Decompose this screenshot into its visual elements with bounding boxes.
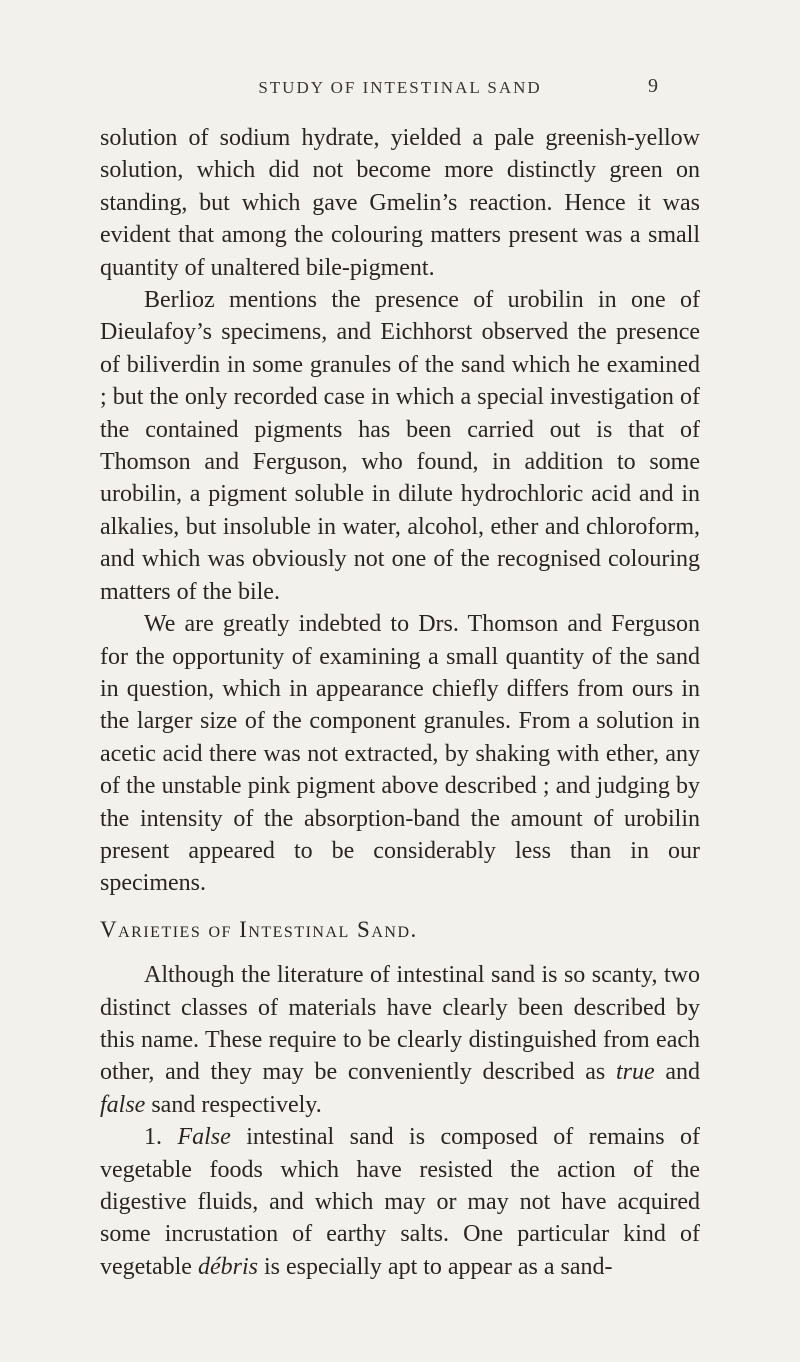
intro-text-2: sand respectively. <box>145 1091 322 1118</box>
term-false: false <box>100 1091 146 1118</box>
running-title: STUDY OF INTESTINAL SAND <box>258 78 542 97</box>
term-true: true <box>615 1059 655 1086</box>
term-debris: débris <box>197 1253 258 1280</box>
item-text-2: is especially apt to appear as a sand- <box>257 1253 613 1280</box>
body-text <box>100 122 700 1283</box>
section-heading: Varieties of Intestinal Sand. <box>100 916 418 942</box>
paragraph-varieties-intro <box>100 959 700 1121</box>
intro-text-1: Although the literature of intestinal sand is so scanty, two distinct classes of materials have clearly been described by this name. These require to be clearly distinguished from each other, and they may be conveniently described as <box>100 962 700 1086</box>
paragraph-false-sand <box>100 1121 700 1283</box>
page-number: 9 <box>648 75 658 97</box>
paragraph-acknowledgement: We are greatly indebted to Drs. Thomson and Ferguson for the opportunity of examining a small quantity of the sand in question, which in appearance chiefly differs from ours in the larger size of the component granules. From a solution in acetic acid there was not extracted, by shaking with ether, any of the unstable pink pigment above described ; and judging by the intensity of the absorption-band the amount of urobilin present appeared to be considerably less than in our specimens. <box>100 611 700 897</box>
running-head <box>0 75 800 108</box>
item-lead: False <box>177 1124 231 1151</box>
paragraph-berlioz: Berlioz mentions the presence of urobilin in one of Dieulafoy’s specimens, and Eichhorst observed the presence of biliverdin in some granules of the sand which he examined ; but the only recorded case in which a special investigation of the contained pigments has been carried out is that of Thomson and Ferguson, who found, in addition to some urobilin, a pigment soluble in dilute hydrochloric acid and in alkalies, but insoluble in water, alcohol, ether and chloroform, and which was obviously not one of the recognised colouring matters of the bile. <box>100 287 700 605</box>
intro-and: and <box>654 1059 700 1086</box>
item-number: 1. <box>144 1124 178 1151</box>
paragraph-continuation: solution of sodium hydrate, yielded a pale greenish-yellow solution, which did not become more distinctly green on standing, but which gave Gmelin’s reaction. Hence it was evident that among the colouring matters present was a small quantity of unaltered bile-pigment. <box>100 125 700 281</box>
item-text-1: intestinal sand is composed of remains of vegetable foods which have resisted the action of the digestive fluids, and which may or may not have acquired some incrustation of earthy salts. One particular kind of vegetable <box>100 1124 700 1280</box>
